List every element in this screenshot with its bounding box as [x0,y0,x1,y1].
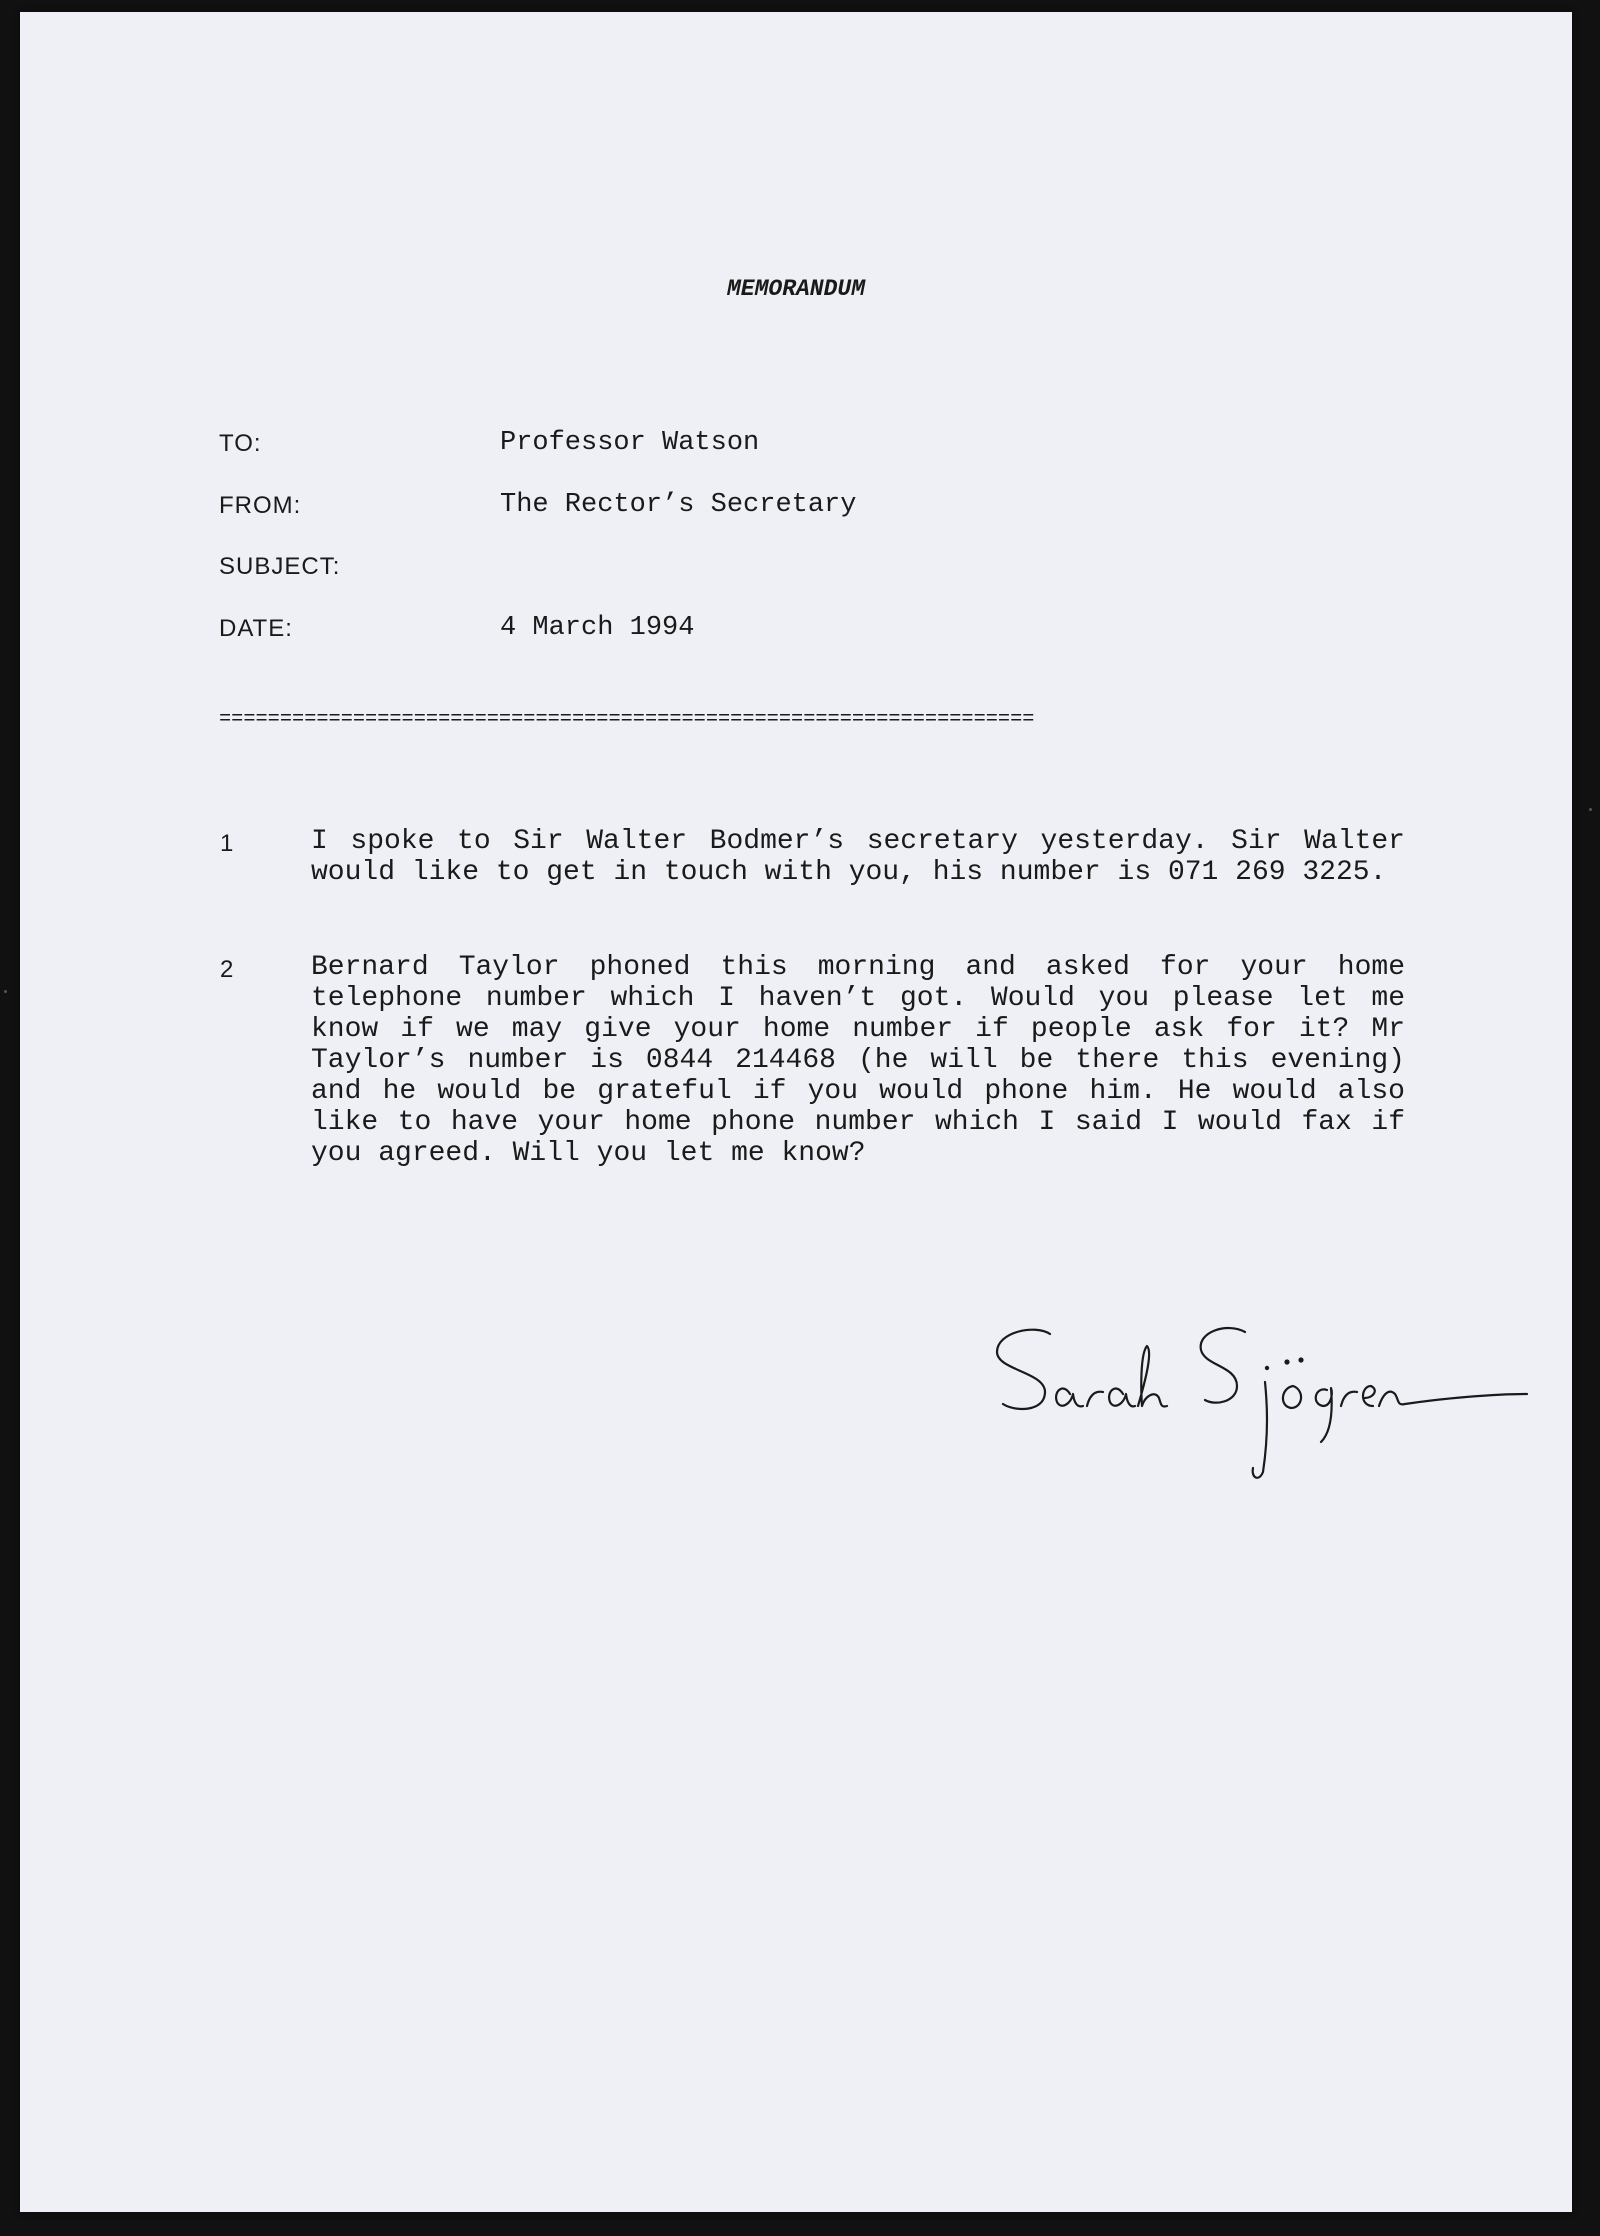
paragraph-number-1: 1 [220,830,234,857]
edge-speck [1589,808,1592,811]
from-value: The Rector’s Secretary [500,490,857,520]
paragraph-1: I spoke to Sir Walter Bodmer’s secretary yesterday. Sir Walter would like to get in touch with you, his number is 071 269 3225. [311,826,1405,888]
edge-speck [4,990,7,993]
memo-page [20,12,1572,2212]
date-value: 4 March 1994 [500,613,695,643]
to-label: TO: [219,430,262,457]
subject-label: SUBJECT: [219,553,341,580]
paragraph-2: Bernard Taylor phoned this morning and asked for your home telephone number which I haven’t got. Would you please let me know if we may give your home number if people ask for it? Mr Taylor’s number is 0844 214468 (he will be there this evening) and he would be grateful if you would phone him. He would also like to have your home phone number which I said I would fax if you agreed. Will you let me know? [311,952,1405,1169]
memo-title: MEMORANDUM [726,276,866,302]
date-label: DATE: [219,615,293,642]
from-label: FROM: [219,492,302,519]
handwritten-signature [975,1302,1535,1492]
paragraph-number-2: 2 [220,956,234,983]
header-separator: =================================================================== [219,708,1035,731]
to-value: Professor Watson [500,428,760,458]
